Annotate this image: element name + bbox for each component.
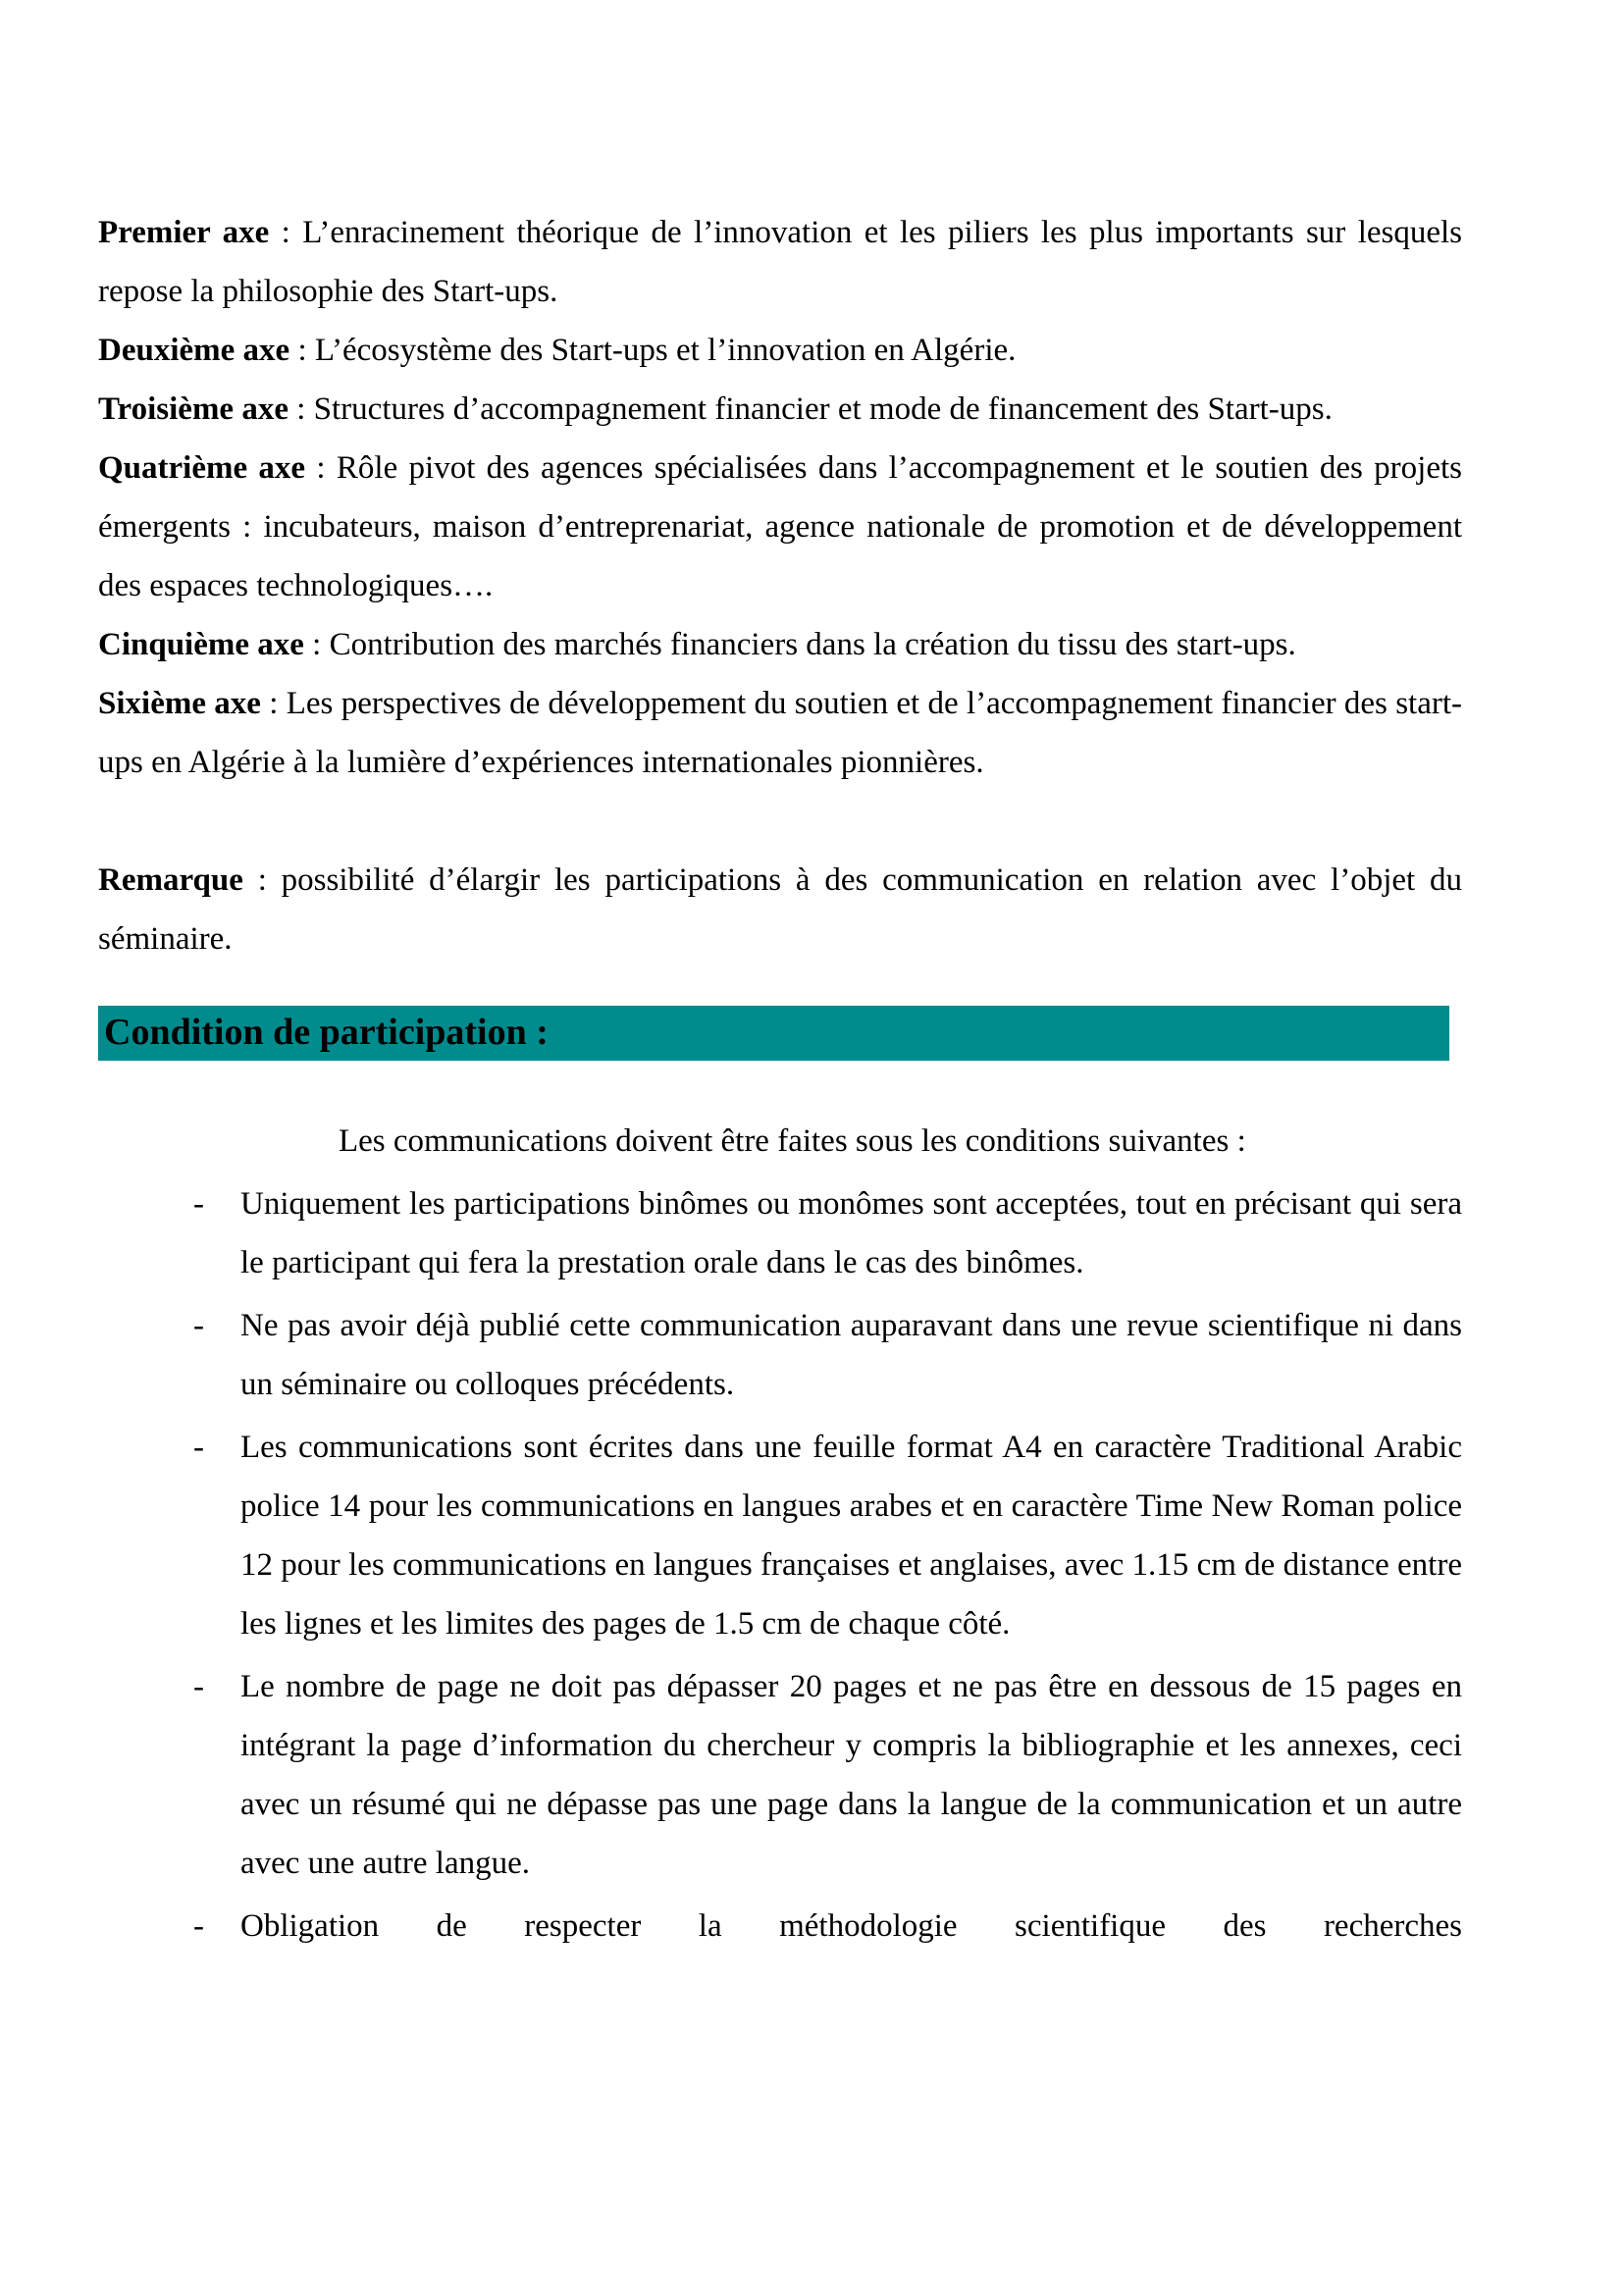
axe-label: Sixième axe <box>98 686 261 721</box>
remark-separator: : <box>242 862 282 898</box>
axe-separator: : <box>305 450 337 486</box>
condition-item-2 <box>98 1296 1462 1414</box>
condition-text: Uniquement les participations binômes ou monômes sont acceptées, tout en précisant qui sera le participant qui fera la prestation orale dans le cas des binômes. <box>240 1186 1462 1280</box>
axe-paragraph-5 <box>98 615 1462 674</box>
axe-paragraph-6 <box>98 674 1462 792</box>
remark-label: Remarque <box>98 862 243 898</box>
axe-paragraph-2 <box>98 321 1462 380</box>
dash-marker: - <box>193 1186 204 1222</box>
dash-marker: - <box>193 1908 204 1944</box>
axe-label: Deuxième axe <box>98 333 290 368</box>
conditions-heading-bar: Condition de participation : <box>98 1006 1449 1061</box>
condition-item-4 <box>98 1657 1462 1893</box>
axe-separator: : <box>289 333 315 368</box>
remark-text: possibilité d’élargir les participations à des communication en relation avec l’objet du séminaire. <box>98 862 1462 957</box>
condition-text: Obligation de respecter la méthodologie scientifique des recherches <box>240 1908 1462 1944</box>
axe-paragraph-4 <box>98 439 1462 615</box>
axe-text: Les perspectives de développement du soutien et de l’accompagnement financier des start-ups en Algérie à la lumière d’expériences internationales pionnières. <box>98 686 1463 780</box>
axe-separator: : <box>288 391 314 427</box>
conditions-intro: Les communications doivent être faites sous les conditions suivantes : <box>339 1123 1246 1159</box>
conditions-list <box>98 1174 1462 1956</box>
axe-text: L’écosystème des Start-ups et l’innovation en Algérie. <box>314 333 1017 368</box>
axe-separator: : <box>303 627 330 662</box>
condition-text: Le nombre de page ne doit pas dépasser 20 pages et ne pas être en dessous de 15 pages en intégrant la page d’information du chercheur y compris la bibliographie et les annexes, ceci avec un résumé qui ne dépasse pas une page dans la langue de la communication et un autre avec une autre langue. <box>240 1669 1462 1881</box>
dash-marker: - <box>193 1430 204 1465</box>
axe-separator: : <box>260 686 287 721</box>
axes-section <box>98 203 1462 968</box>
axe-label: Quatrième axe <box>98 450 306 486</box>
axe-text: L’enracinement théorique de l’innovation et les piliers les plus importants sur lesquels repose la philosophie des Start-ups. <box>98 215 1463 309</box>
dash-marker: - <box>193 1669 204 1704</box>
condition-text: Les communications sont écrites dans une feuille format A4 en caractère Traditional Arabic police 14 pour les communications en langues arabes et en caractère Time New Roman police 12 pour les communications en langues françaises et anglaises, avec 1.15 cm de distance entre les lignes et les limites des pages de 1.5 cm de chaque côté. <box>240 1430 1462 1642</box>
condition-item-1 <box>98 1174 1462 1292</box>
condition-item-3 <box>98 1418 1462 1653</box>
condition-text: Ne pas avoir déjà publié cette communication auparavant dans une revue scientifique ni dans un séminaire ou colloques précédents. <box>240 1308 1462 1402</box>
axe-separator: : <box>269 215 303 250</box>
dash-marker: - <box>193 1308 204 1343</box>
axe-paragraph-3 <box>98 380 1462 439</box>
condition-item-5 <box>98 1897 1462 1956</box>
axe-label: Premier axe <box>98 215 270 250</box>
axe-paragraph-1 <box>98 203 1462 321</box>
remark-paragraph <box>98 851 1462 968</box>
axe-label: Cinquième axe <box>98 627 304 662</box>
axe-label: Troisième axe <box>98 391 288 427</box>
axe-text: Rôle pivot des agences spécialisées dans l’accompagnement et le soutien des projets émergents : incubateurs, maison d’entreprenariat, agence nationale de promotion et de développement des espaces technologiques…. <box>98 450 1462 603</box>
axe-text: Structures d’accompagnement financier et mode de financement des Start-ups. <box>313 391 1333 427</box>
axe-text: Contribution des marchés financiers dans la création du tissu des start-ups. <box>329 627 1296 662</box>
